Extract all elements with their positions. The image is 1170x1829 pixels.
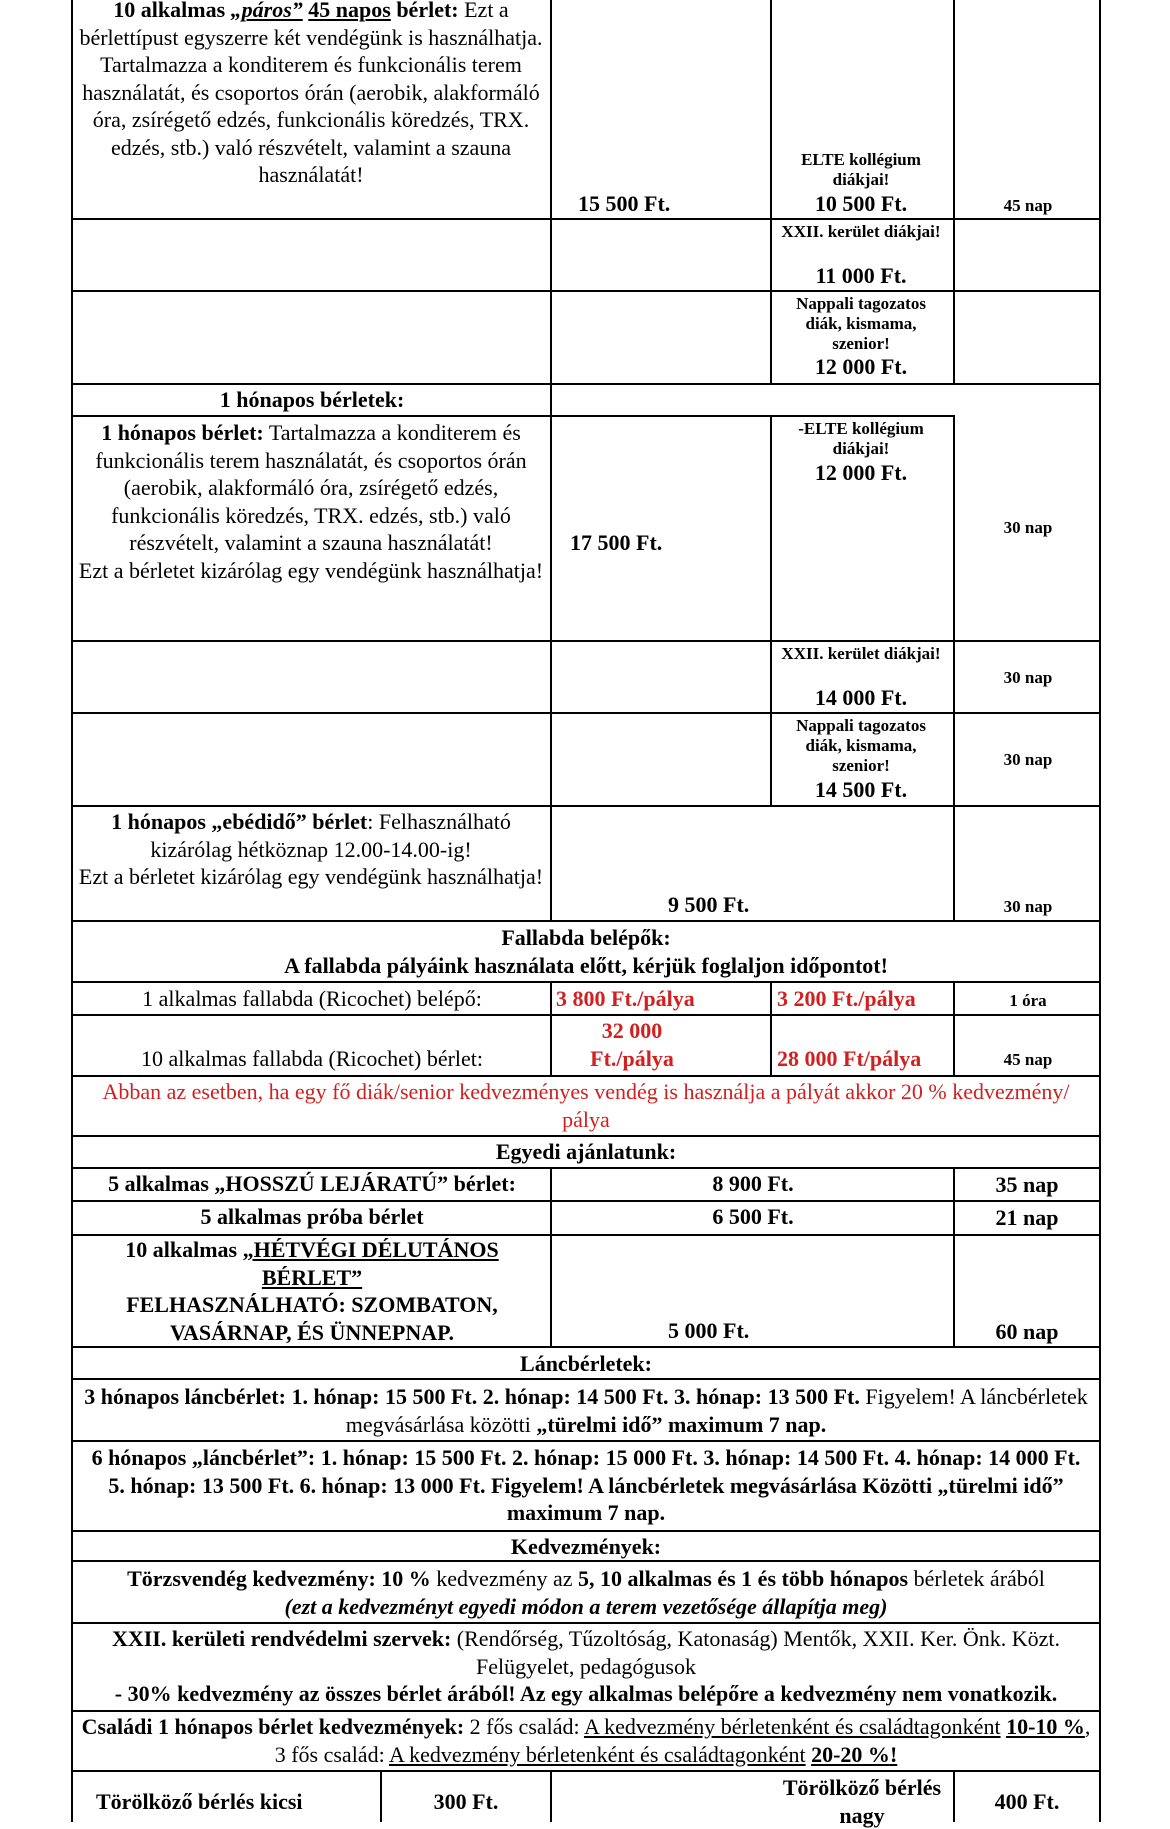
district-discount: XXII. kerületi rendvédelmi szervek: (Rendőrség, Tűzoltóság, Katonaság) Mentők, XXII. Ker. Önk. Közt. Felügyelet, pedagógusok - 30% kedvezmény az összes bérlet árából! Az egy alkalmas belépőre a kedvezmény nem vonatkozik. <box>111 1626 1061 1706</box>
rule <box>550 981 552 1076</box>
monthly-duration-3: 30 nap <box>1003 750 1053 769</box>
rule <box>72 981 1100 983</box>
squash-10-price: 32 000 Ft./pálya <box>590 1018 674 1071</box>
special-title: Egyedi ajánlatunk: <box>495 1139 677 1164</box>
lunch-pass-description: 1 hónapos „ebédidő” bérlet: Felhasználható kizárólag hétköznap 12.00-14.00-ig! Ezt a bérletet kizárólag egy vendégünk használhatja! <box>78 809 544 889</box>
pairs-duration: 45 nap <box>1003 196 1053 215</box>
squash-single-price: 3 800 Ft./pálya <box>556 986 695 1011</box>
monthly-disc2-price: 14 000 Ft. <box>814 685 908 710</box>
pairs-disc3-price: 12 000 Ft. <box>814 354 908 379</box>
special-weekend-name: 10 alkalmas „HÉTVÉGI DÉLUTÁNOS BÉRLET” FELHASZNÁLHATÓ: SZOMBATON, VASÁRNAP, ÉS ÜNNEPNAP. <box>125 1237 499 1345</box>
monthly-section-title: 1 hónapos bérletek: <box>219 387 405 412</box>
rule <box>953 981 955 1076</box>
pairs-pass-price: 15 500 Ft. <box>578 191 671 216</box>
monthly-disc3-label: Nappali tagozatos diák, kismama, szenior! <box>796 716 926 775</box>
rule <box>72 1440 1100 1442</box>
rule <box>552 415 954 417</box>
chain-6-month: 6 hónapos „láncbérlet”: 1. hónap: 15 500 Ft. 2. hónap: 15 000 Ft. 3. hónap: 14 500 Ft. 4. hónap: 14 000 Ft. 5. hónap: 13 500 Ft. 6. hónap: 13 000 Ft. Figyelem! A láncbérletek megvásárlása Közötti „türelmi idő” maximum 7 nap. <box>91 1445 1081 1525</box>
rule <box>72 1167 1100 1169</box>
special-trial-price: 6 500 Ft. <box>712 1204 794 1229</box>
pairs-disc2-label: XXII. kerület diákjai! <box>781 222 941 241</box>
rule <box>72 415 552 417</box>
monthly-disc1-label: -ELTE kollégium diákjai! <box>798 419 924 458</box>
lunch-pass-price: 9 500 Ft. <box>668 892 750 917</box>
squash-single-duration: 1 óra <box>1009 991 1047 1010</box>
rule <box>550 0 552 921</box>
towel-large-label: Törölköző bérlés nagy <box>782 1775 942 1828</box>
rule <box>770 0 772 384</box>
squash-10-duration: 45 nap <box>1003 1050 1053 1069</box>
rule <box>72 1014 1100 1016</box>
rule <box>72 1770 1100 1772</box>
rule <box>72 1075 1100 1077</box>
rule <box>550 1770 552 1822</box>
squash-single-discount: 3 200 Ft./pálya <box>777 986 916 1011</box>
special-weekend-duration: 60 nap <box>995 1319 1059 1344</box>
pairs-pass-description: 10 alkalmas „páros” 45 napos bérlet: Ezt a bérlettípust egyszerre két vendégünk is használhatja. Tartalmazza a konditerem és funkcionális terem használatát, és csoportos órán (aerobik, alakformáló óra, zsírégető edzés, funkcionális köredzés, TRX. edzés, stb.) való részvételt, valamint a szauna használatát! <box>79 0 543 187</box>
special-trial-name: 5 alkalmas próba bérlet <box>200 1204 424 1229</box>
squash-subtitle: A fallabda pályáink használata előtt, kérjük foglaljon időpontot! <box>284 953 888 978</box>
rule <box>72 290 1100 292</box>
squash-10-name: 10 alkalmas fallabda (Ricochet) bérlet: <box>140 1046 484 1071</box>
monthly-duration: 30 nap <box>1003 518 1053 537</box>
rule <box>770 981 772 1076</box>
towel-large-price: 400 Ft. <box>994 1789 1060 1814</box>
special-long-price: 8 900 Ft. <box>712 1171 794 1196</box>
pairs-disc1-label: ELTE kollégium diákjai! <box>801 150 921 189</box>
rule <box>72 1135 1100 1137</box>
pairs-disc1-price: 10 500 Ft. <box>814 191 908 216</box>
rule <box>72 1378 1100 1380</box>
discounts-title: Kedvezmények: <box>510 1534 662 1559</box>
rule <box>72 1200 1100 1202</box>
family-discount: Családi 1 hónapos bérlet kedvezmények: 2 fős család: A kedvezmény bérletenként és családtagonként 10-10 %, 3 fős család: A kedvezmény bérletenként és családtagonként 20-20 %! <box>81 1714 1091 1767</box>
squash-discount-note: Abban az esetben, ha egy fő diák/senior kedvezményes vendég is használja a pályát akkor 20 % kedvezmény/ pálya <box>102 1079 1070 1132</box>
rule <box>72 805 1100 807</box>
monthly-pass-description: 1 hónapos bérlet: Tartalmazza a konditerem és funkcionális terem használatát, és csoportos órán (aerobik, alakformáló óra, zsírégető edzés, funkcionális köredzés, TRX. edzés, stb.) való részvételt, valamint a szauna használatát! Ezt a bérletet kizárólag egy vendégünk használhatja! <box>78 420 544 583</box>
towel-small-price: 300 Ft. <box>433 1789 499 1814</box>
lunch-duration: 30 nap <box>1003 897 1053 916</box>
rule <box>72 1530 1100 1532</box>
rule <box>72 640 1100 642</box>
special-long-name: 5 alkalmas „HOSSZÚ LEJÁRATÚ” bérlet: <box>108 1171 516 1196</box>
squash-10-discount: 28 000 Ft/pálya <box>777 1046 922 1071</box>
rule <box>770 415 772 806</box>
rule <box>72 712 1100 714</box>
rule <box>72 920 1100 922</box>
rule <box>72 218 1100 220</box>
rule <box>72 1346 1100 1348</box>
chain-3-month: 3 hónapos láncbérlet: 1. hónap: 15 500 Ft. 2. hónap: 14 500 Ft. 3. hónap: 13 500 Ft. Figyelem! A láncbérletek megvásárlása közötti „türelmi idő” maximum 7 nap. <box>84 1384 1088 1437</box>
rule <box>72 383 1100 385</box>
chain-title: Láncbérletek: <box>520 1351 652 1376</box>
rule <box>953 415 955 921</box>
special-trial-duration: 21 nap <box>995 1205 1059 1230</box>
monthly-duration-2: 30 nap <box>1003 668 1053 687</box>
monthly-disc1-price: 12 000 Ft. <box>814 460 908 485</box>
rule <box>953 0 955 384</box>
monthly-disc3-price: 14 500 Ft. <box>814 777 908 802</box>
pairs-disc3-label: Nappali tagozatos diák, kismama, szenior! <box>796 294 926 353</box>
pairs-disc2-price: 11 000 Ft. <box>815 263 907 288</box>
monthly-disc2-label: XXII. kerület diákjai! <box>781 644 941 663</box>
rule <box>72 1710 1100 1712</box>
regular-discount: Törzsvendég kedvezmény: 10 % kedvezmény az 5, 10 alkalmas és 1 és több hónapos bérletek árából (ezt a kedvezményt egyedi módon a terem vezetősége állapítja meg) <box>127 1566 1045 1619</box>
squash-single-name: 1 alkalmas fallabda (Ricochet) belépő: <box>142 986 482 1011</box>
rule <box>72 1622 1100 1624</box>
special-weekend-price: 5 000 Ft. <box>668 1318 750 1343</box>
towel-small-label: Törölköző bérlés kicsi <box>96 1789 303 1814</box>
monthly-pass-price: 17 500 Ft. <box>570 530 663 555</box>
squash-title: Fallabda belépők: <box>501 925 671 950</box>
special-long-duration: 35 nap <box>995 1172 1059 1197</box>
